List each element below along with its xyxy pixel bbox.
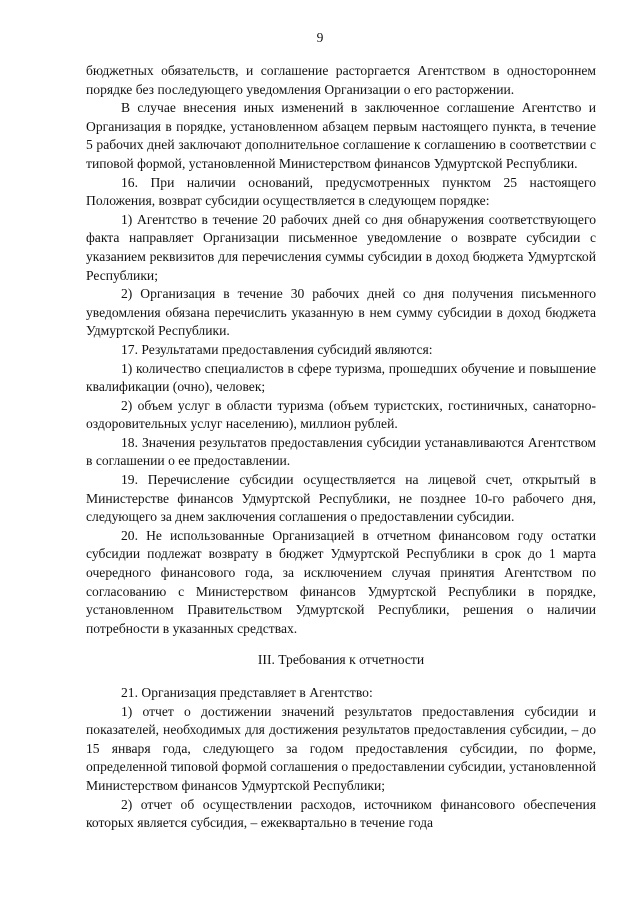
document-body (86, 62, 596, 833)
paragraph-continuation: бюджетных обязательств, и соглашение расторгается Агентством в одностороннем порядке без последующего уведомления Организации о его расторжении. (86, 63, 596, 97)
paragraph-item-21-2: 2) отчет об осуществлении расходов, источником финансового обеспечения которых является субсидия, – ежеквартально в течение года (86, 796, 596, 831)
paragraph-item-18: 18. Значения результатов предоставления субсидии устанавливаются Агентством в соглашении о ее предоставлении. (86, 434, 596, 469)
paragraph-item-20: 20. Не использованные Организацией в отчетном финансовом году остатки субсидии подлежат возврату в бюджет Удмуртской Республики в срок до 1 марта очередного финансового года, за исключением случая принятия Агентством по согласованию с Министерством финансов Удмуртской Республики в порядке, установленном Правительством Удмуртской Республики, решения о наличии потребности в указанных средствах. (86, 527, 596, 636)
paragraph-item-16-2: 2) Организация в течение 30 рабочих дней со дня получения письменного уведомления обязана перечислить указанную в нем сумму субсидии в доход бюджета Удмуртской Республики. (86, 286, 596, 339)
paragraph-item-17-2: 2) объем услуг в области туризма (объем туристских, гостиничных, санаторно-оздоровительных услуг населению), миллион рублей. (86, 397, 596, 432)
section-heading: III. Требования к отчетности (257, 652, 425, 668)
page-number: 9 (316, 30, 324, 45)
paragraph-amendments: В случае внесения иных изменений в заключенное соглашение Агентство и Организация в порядке, установленном абзацем первым настоящего пункта, в течение 5 рабочих дней заключают дополнительное соглашение к соглашению в соответствии с типовой формой, установленной Министерством финансов Удмуртской Республики. (86, 100, 596, 171)
paragraph-item-16: 16. При наличии оснований, предусмотренных пунктом 25 настоящего Положения, возврат субсидии осуществляется в следующем порядке: (86, 174, 596, 209)
paragraph-item-21: 21. Организация представляет в Агентство: (121, 685, 373, 700)
paragraph-item-16-1: 1) Агентство в течение 20 рабочих дней со дня обнаружения соответствующего факта направляет Организации письменное уведомление о возврате субсидии с указанием реквизитов для перечисления суммы субсидии в доход бюджета Удмуртской Республики; (86, 211, 596, 283)
paragraph-item-17: 17. Результатами предоставления субсидий являются: (121, 341, 433, 357)
paragraph-item-17-1: 1) количество специалистов в сфере туризма, прошедших обучение и повышение квалификации (очно), человек; (86, 360, 596, 395)
paragraph-item-21-1: 1) отчет о достижении значений результатов предоставления субсидии и показателей, необходимых для достижения результатов предоставления субсидии, – до 15 января года, следующего за годом предоставления субсидии, по форме, определенной типовой формой соглашения о предоставлении субсидии, установленной Министерством финансов Удмуртской Республики; (86, 703, 596, 793)
paragraph-item-19: 19. Перечисление субсидии осуществляется на лицевой счет, открытый в Министерстве финансов Удмуртской Республики, не позднее 10-го рабочего дня, следующего за днем заключения соглашения о предоставлении субсидии. (86, 472, 596, 525)
